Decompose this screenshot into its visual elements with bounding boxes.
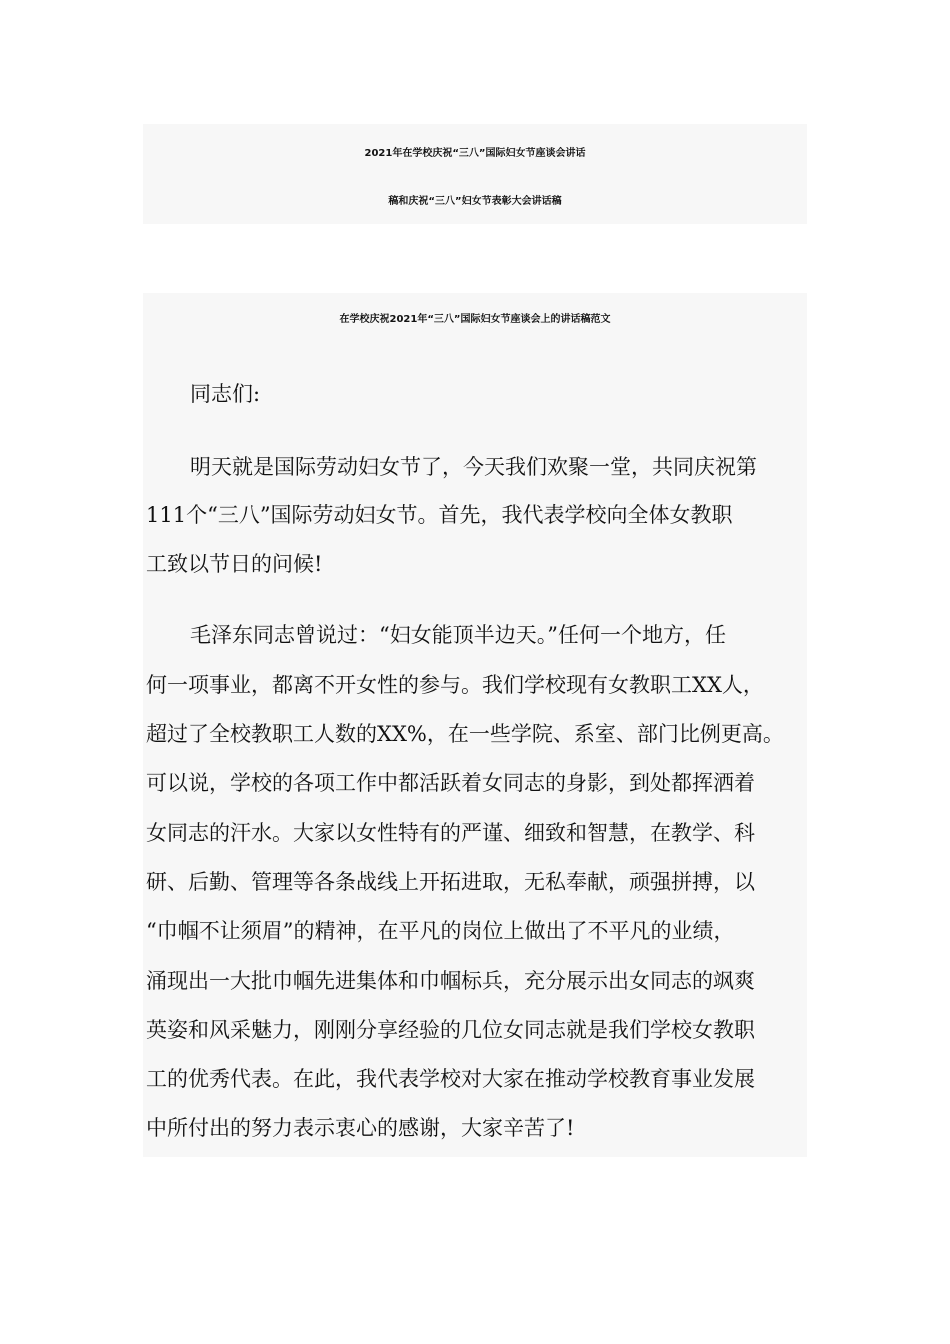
paragraph-2-line-10: 工的优秀代表。在此，我代表学校对大家在推动学校教育事业发展 xyxy=(146,1067,755,1091)
paragraph-2-line-9: 英姿和风采魅力，刚刚分享经验的几位女同志就是我们学校女教职 xyxy=(146,1018,755,1042)
paragraph-2-line-11: 中所付出的努力表示衷心的感谢，大家辛苦了! xyxy=(146,1116,575,1140)
paragraph-2-line-7: “巾帼不让须眉”的精神，在平凡的岗位上做出了不平凡的业绩， xyxy=(146,919,735,943)
paragraph-1-line-1: 明天就是国际劳动妇女节了，今天我们欢聚一堂，共同庆祝第 xyxy=(190,455,757,479)
paragraph-1-line-3: 工致以节日的问候! xyxy=(146,552,323,576)
paragraph-2-line-5: 女同志的汗水。大家以女性特有的严谨、细致和智慧，在教学、科 xyxy=(146,821,755,845)
document-title xyxy=(143,124,807,224)
salutation: 同志们: xyxy=(190,382,261,406)
paragraph-2-line-6: 研、后勤、管理等各条战线上开拓进取，无私奉献，顽强拼搏，以 xyxy=(146,870,755,894)
paragraph-2-line-8: 涌现出一大批巾帼先进集体和巾帼标兵，充分展示出女同志的飒爽 xyxy=(146,969,755,993)
paragraph-2-line-2: 何一项事业，都离不开女性的参与。我们学校现有女教职工XX人， xyxy=(146,673,764,697)
section-heading: 在学校庆祝2021年“三八”国际妇女节座谈会上的讲话稿范文 xyxy=(339,314,611,325)
title-line-1: 2021年在学校庆祝“三八”国际妇女节座谈会讲话 xyxy=(364,148,586,159)
document-body xyxy=(143,293,807,1157)
paragraph-2-line-4: 可以说，学校的各项工作中都活跃着女同志的身影，到处都挥洒着 xyxy=(146,771,755,795)
paragraph-2-line-3: 超过了全校教职工人数的XX%，在一些学院、系室、部门比例更高。 xyxy=(146,722,784,746)
title-line-2: 稿和庆祝“三八”妇女节表彰大会讲话稿 xyxy=(388,196,562,207)
paragraph-1-line-2: 111个“三八”国际劳动妇女节。首先，我代表学校向全体女教职 xyxy=(146,503,733,527)
paragraph-2-line-1: 毛泽东同志曾说过：“妇女能顶半边天。”任何一个地方，任 xyxy=(190,623,726,647)
